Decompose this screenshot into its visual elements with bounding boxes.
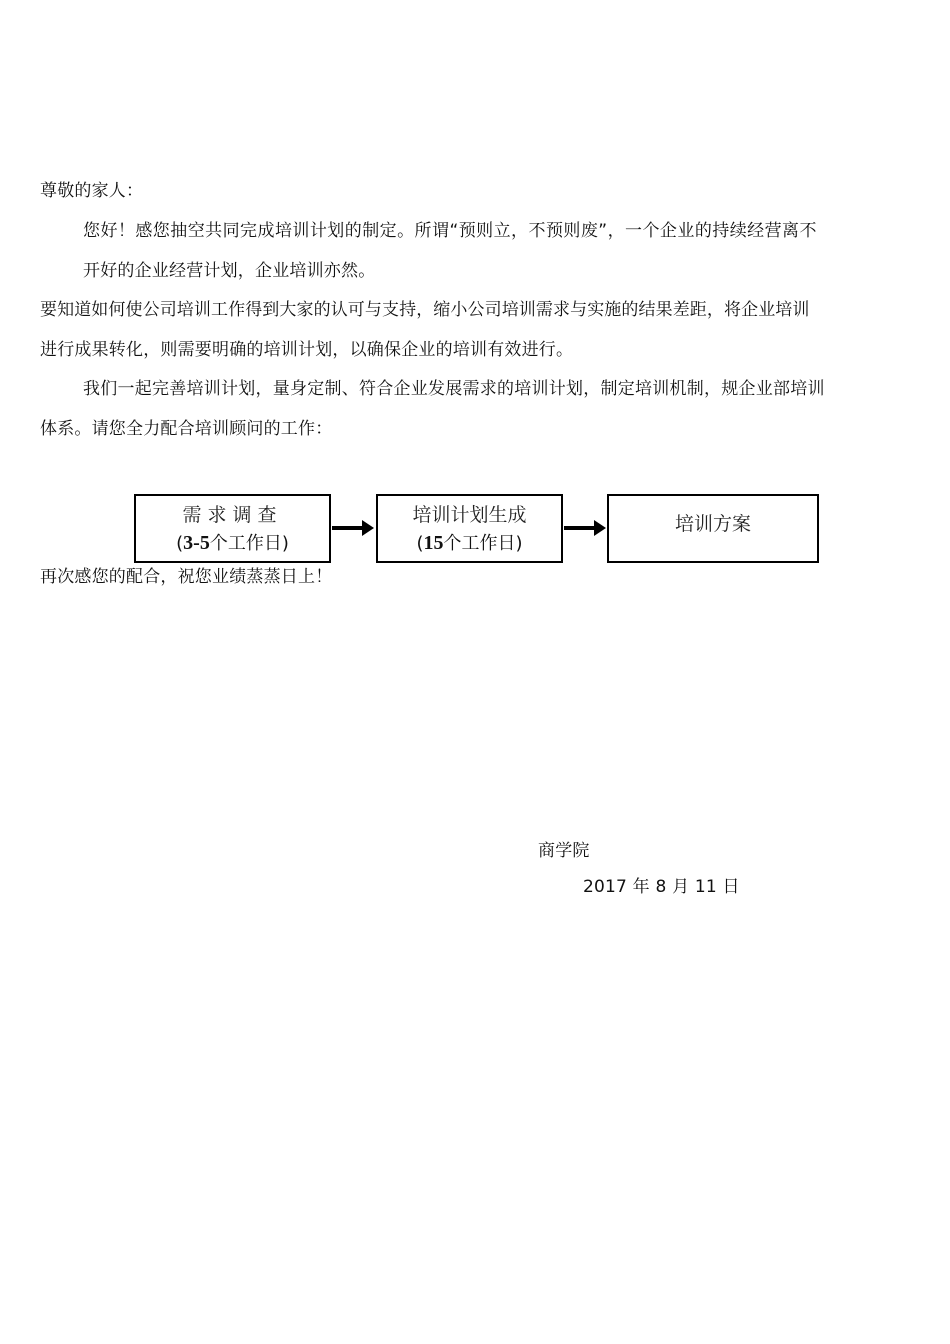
paragraph-2-line-1: 要知道如何使公司培训工作得到大家的认可与支持，缩小公司培训需求与实施的结果差距，将企业培训 xyxy=(40,300,810,320)
paren-close: ) xyxy=(281,533,289,554)
duration-unit: 个工作日 xyxy=(443,533,516,554)
paren-open: ( xyxy=(176,533,184,554)
paragraph-3-line-2: 体系。请您全力配合培训顾问的工作： xyxy=(40,419,333,439)
duration-unit: 个工作日 xyxy=(209,533,282,554)
flow-step-title: 培训方案 xyxy=(674,513,751,535)
paragraph-2-line-2: 进行成果转化，则需要明确的培训计划，以确保企业的培训有效进行。 xyxy=(40,340,574,360)
paren-open: ( xyxy=(416,533,424,554)
paragraph-1-line-2: 开好的企业经营计划，企业培训亦然。 xyxy=(83,261,376,281)
paragraph-1-line-1: 您好！感您抽空共同完成培训计划的制定。所谓“预则立，不预则废”，一个企业的持续经营离不 xyxy=(83,221,817,241)
duration-number: 3-5 xyxy=(183,532,210,554)
arrow-right-icon xyxy=(564,526,596,530)
flow-step-duration xyxy=(378,532,561,555)
signature-date: 2017 年 8 月 11 日 xyxy=(583,877,740,897)
flow-step-survey xyxy=(134,494,331,563)
paragraph-3-line-1: 我们一起完善培训计划，量身定制、符合企业发展需求的培训计划，制定培训机制，规企业部培训 xyxy=(83,379,825,399)
flow-step-title: 需求调查 xyxy=(182,504,283,526)
flow-step-title: 培训计划生成 xyxy=(412,504,527,526)
signature-organization: 商学院 xyxy=(538,841,590,861)
greeting: 尊敬的家人： xyxy=(40,181,144,201)
flow-step-scheme xyxy=(607,494,819,563)
flow-step-plan xyxy=(376,494,563,563)
duration-number: 15 xyxy=(423,532,444,554)
flow-step-duration xyxy=(136,532,329,555)
paren-close: ) xyxy=(515,533,523,554)
closing-line: 再次感您的配合，祝您业绩蒸蒸日上！ xyxy=(40,567,333,587)
arrow-right-icon xyxy=(332,526,364,530)
